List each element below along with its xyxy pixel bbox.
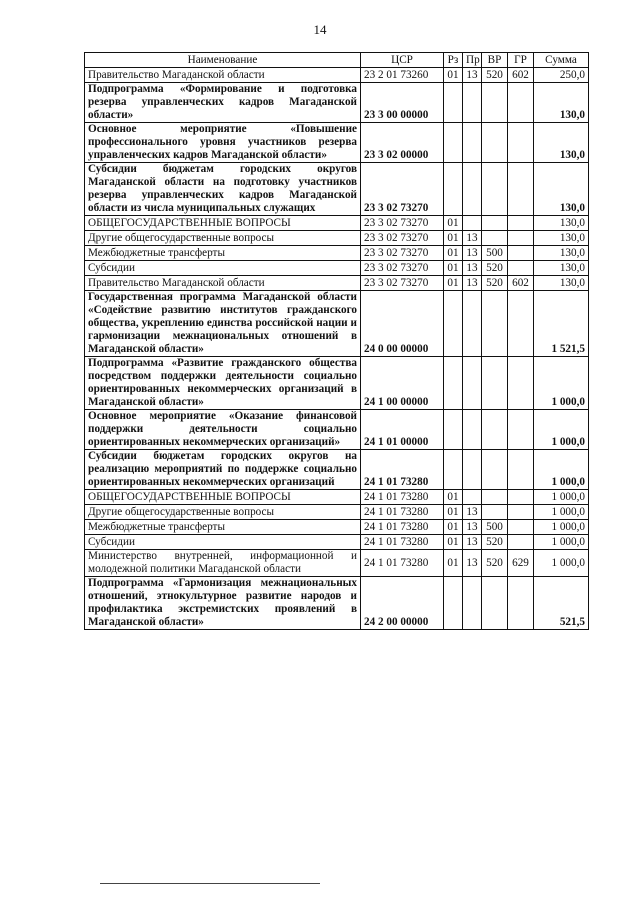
cell-csr: 23 3 02 73270 [361, 276, 444, 291]
cell-vr: 500 [482, 246, 508, 261]
cell-vr [482, 450, 508, 490]
cell-name: Другие общегосударственные вопросы [85, 505, 361, 520]
cell-gr [508, 291, 534, 357]
cell-rz: 01 [444, 246, 463, 261]
cell-sum: 1 000,0 [534, 410, 589, 450]
cell-vr [482, 410, 508, 450]
cell-rz: 01 [444, 505, 463, 520]
cell-name: Основное мероприятие «Оказание финансовой поддержки деятельности социально ориентированных некоммерческих организаций» [85, 410, 361, 450]
cell-vr [482, 83, 508, 123]
cell-sum: 1 000,0 [534, 520, 589, 535]
table-row [85, 291, 589, 357]
cell-gr [508, 410, 534, 450]
cell-csr: 24 1 01 00000 [361, 410, 444, 450]
cell-name: Подпрограмма «Гармонизация межнациональных отношений, этнокультурное развитие народов и профилактика экстремистских проявлений в Магаданской области» [85, 577, 361, 630]
cell-vr [482, 291, 508, 357]
cell-gr [508, 490, 534, 505]
table-row [85, 450, 589, 490]
cell-name: Министерство внутренней, информационной и молодежной политики Магаданской области [85, 550, 361, 577]
cell-name: Основное мероприятие «Повышение профессионального уровня участников резерва управленческих кадров Магаданской области» [85, 123, 361, 163]
cell-csr: 24 1 01 73280 [361, 550, 444, 577]
cell-gr [508, 123, 534, 163]
cell-sum: 1 000,0 [534, 550, 589, 577]
cell-pr [463, 216, 482, 231]
cell-gr [508, 520, 534, 535]
cell-rz [444, 577, 463, 630]
column-header-rz: Рз [444, 53, 463, 68]
cell-name: Межбюджетные трансферты [85, 520, 361, 535]
cell-rz [444, 410, 463, 450]
cell-sum: 130,0 [534, 276, 589, 291]
cell-pr [463, 123, 482, 163]
cell-sum: 250,0 [534, 68, 589, 83]
cell-gr [508, 231, 534, 246]
table-row [85, 68, 589, 83]
cell-sum: 130,0 [534, 123, 589, 163]
cell-rz: 01 [444, 68, 463, 83]
cell-vr: 520 [482, 68, 508, 83]
cell-csr: 24 1 01 73280 [361, 505, 444, 520]
cell-rz [444, 123, 463, 163]
table-row [85, 261, 589, 276]
cell-name: Подпрограмма «Развитие гражданского общества посредством поддержки деятельности социально ориентированных некоммерческих организаций в Магаданской области» [85, 357, 361, 410]
cell-sum: 130,0 [534, 163, 589, 216]
page-number: 14 [313, 22, 327, 37]
cell-pr [463, 291, 482, 357]
cell-csr: 24 1 01 73280 [361, 520, 444, 535]
cell-rz [444, 83, 463, 123]
cell-rz [444, 291, 463, 357]
cell-gr [508, 246, 534, 261]
cell-csr: 23 3 02 00000 [361, 123, 444, 163]
table-header-row [85, 53, 589, 68]
cell-csr: 23 3 02 73270 [361, 261, 444, 276]
cell-vr: 520 [482, 535, 508, 550]
cell-name: ОБЩЕГОСУДАРСТВЕННЫЕ ВОПРОСЫ [85, 216, 361, 231]
cell-gr: 602 [508, 276, 534, 291]
footer-rule [100, 883, 320, 884]
cell-sum: 130,0 [534, 246, 589, 261]
table-row [85, 520, 589, 535]
cell-rz: 01 [444, 216, 463, 231]
cell-gr [508, 577, 534, 630]
cell-rz: 01 [444, 535, 463, 550]
cell-name: Субсидии [85, 535, 361, 550]
cell-name: Субсидии бюджетам городских округов Магаданской области на подготовку участников резерва управленческих кадров Магаданской области из числа муниципальных служащих [85, 163, 361, 216]
cell-pr [463, 490, 482, 505]
cell-pr: 13 [463, 68, 482, 83]
cell-vr [482, 231, 508, 246]
column-header-gr: ГР [508, 53, 534, 68]
cell-gr [508, 357, 534, 410]
cell-sum: 130,0 [534, 261, 589, 276]
cell-rz: 01 [444, 490, 463, 505]
cell-pr [463, 577, 482, 630]
cell-vr [482, 123, 508, 163]
cell-rz: 01 [444, 261, 463, 276]
table-row [85, 216, 589, 231]
cell-gr [508, 163, 534, 216]
cell-rz: 01 [444, 276, 463, 291]
cell-csr: 23 3 02 73270 [361, 163, 444, 216]
cell-sum: 1 000,0 [534, 357, 589, 410]
cell-pr: 13 [463, 535, 482, 550]
cell-gr [508, 83, 534, 123]
cell-name: Правительство Магаданской области [85, 68, 361, 83]
cell-csr: 23 3 00 00000 [361, 83, 444, 123]
cell-pr: 13 [463, 231, 482, 246]
cell-sum: 130,0 [534, 231, 589, 246]
table-row [85, 357, 589, 410]
cell-name: Государственная программа Магаданской области «Содействие развитию институтов гражданского общества, укреплению единства российской нации и гармонизации межнациональных отношений в Магаданской области» [85, 291, 361, 357]
cell-pr [463, 357, 482, 410]
table-row [85, 83, 589, 123]
cell-rz [444, 357, 463, 410]
cell-rz [444, 163, 463, 216]
table-row [85, 577, 589, 630]
table-row [85, 550, 589, 577]
cell-gr [508, 505, 534, 520]
table-row [85, 490, 589, 505]
table-row [85, 163, 589, 216]
cell-vr [482, 357, 508, 410]
cell-vr: 520 [482, 550, 508, 577]
budget-table [84, 52, 589, 630]
column-header-name: Наименование [85, 53, 361, 68]
cell-pr: 13 [463, 261, 482, 276]
cell-pr: 13 [463, 520, 482, 535]
cell-gr: 629 [508, 550, 534, 577]
cell-name: Правительство Магаданской области [85, 276, 361, 291]
column-header-vr: ВР [482, 53, 508, 68]
cell-sum: 1 000,0 [534, 535, 589, 550]
table-row [85, 123, 589, 163]
cell-vr [482, 577, 508, 630]
cell-csr: 23 3 02 73270 [361, 216, 444, 231]
cell-vr [482, 505, 508, 520]
cell-sum: 130,0 [534, 83, 589, 123]
table-row [85, 231, 589, 246]
cell-csr: 24 2 00 00000 [361, 577, 444, 630]
cell-vr: 520 [482, 276, 508, 291]
cell-rz: 01 [444, 550, 463, 577]
cell-csr: 24 1 01 73280 [361, 450, 444, 490]
cell-rz: 01 [444, 520, 463, 535]
cell-name: Подпрограмма «Формирование и подготовка резерва управленческих кадров Магаданской области» [85, 83, 361, 123]
cell-sum: 1 000,0 [534, 450, 589, 490]
cell-vr [482, 216, 508, 231]
cell-gr [508, 535, 534, 550]
table-row [85, 410, 589, 450]
table-row [85, 505, 589, 520]
cell-gr [508, 450, 534, 490]
cell-pr [463, 410, 482, 450]
cell-gr [508, 216, 534, 231]
cell-vr [482, 490, 508, 505]
cell-pr [463, 83, 482, 123]
cell-gr [508, 261, 534, 276]
table-row [85, 535, 589, 550]
cell-name: Субсидии [85, 261, 361, 276]
cell-name: Другие общегосударственные вопросы [85, 231, 361, 246]
cell-sum: 130,0 [534, 216, 589, 231]
cell-csr: 24 1 00 00000 [361, 357, 444, 410]
cell-csr: 24 0 00 00000 [361, 291, 444, 357]
column-header-csr: ЦСР [361, 53, 444, 68]
cell-vr [482, 163, 508, 216]
cell-rz: 01 [444, 231, 463, 246]
cell-gr: 602 [508, 68, 534, 83]
cell-csr: 23 3 02 73270 [361, 246, 444, 261]
cell-name: Межбюджетные трансферты [85, 246, 361, 261]
cell-vr: 520 [482, 261, 508, 276]
cell-name: Субсидии бюджетам городских округов на реализацию мероприятий по поддержке социально ориентированных некоммерческих организаций [85, 450, 361, 490]
table-row [85, 276, 589, 291]
cell-sum: 1 521,5 [534, 291, 589, 357]
cell-pr [463, 163, 482, 216]
cell-pr: 13 [463, 246, 482, 261]
cell-csr: 23 2 01 73260 [361, 68, 444, 83]
cell-sum: 1 000,0 [534, 490, 589, 505]
cell-pr [463, 450, 482, 490]
table-row [85, 246, 589, 261]
cell-rz [444, 450, 463, 490]
cell-name: ОБЩЕГОСУДАРСТВЕННЫЕ ВОПРОСЫ [85, 490, 361, 505]
cell-sum: 521,5 [534, 577, 589, 630]
cell-pr: 13 [463, 550, 482, 577]
cell-pr: 13 [463, 276, 482, 291]
cell-csr: 24 1 01 73280 [361, 535, 444, 550]
cell-csr: 24 1 01 73280 [361, 490, 444, 505]
column-header-pr: Пр [463, 53, 482, 68]
cell-pr: 13 [463, 505, 482, 520]
cell-sum: 1 000,0 [534, 505, 589, 520]
cell-csr: 23 3 02 73270 [361, 231, 444, 246]
column-header-sum: Сумма [534, 53, 589, 68]
cell-vr: 500 [482, 520, 508, 535]
